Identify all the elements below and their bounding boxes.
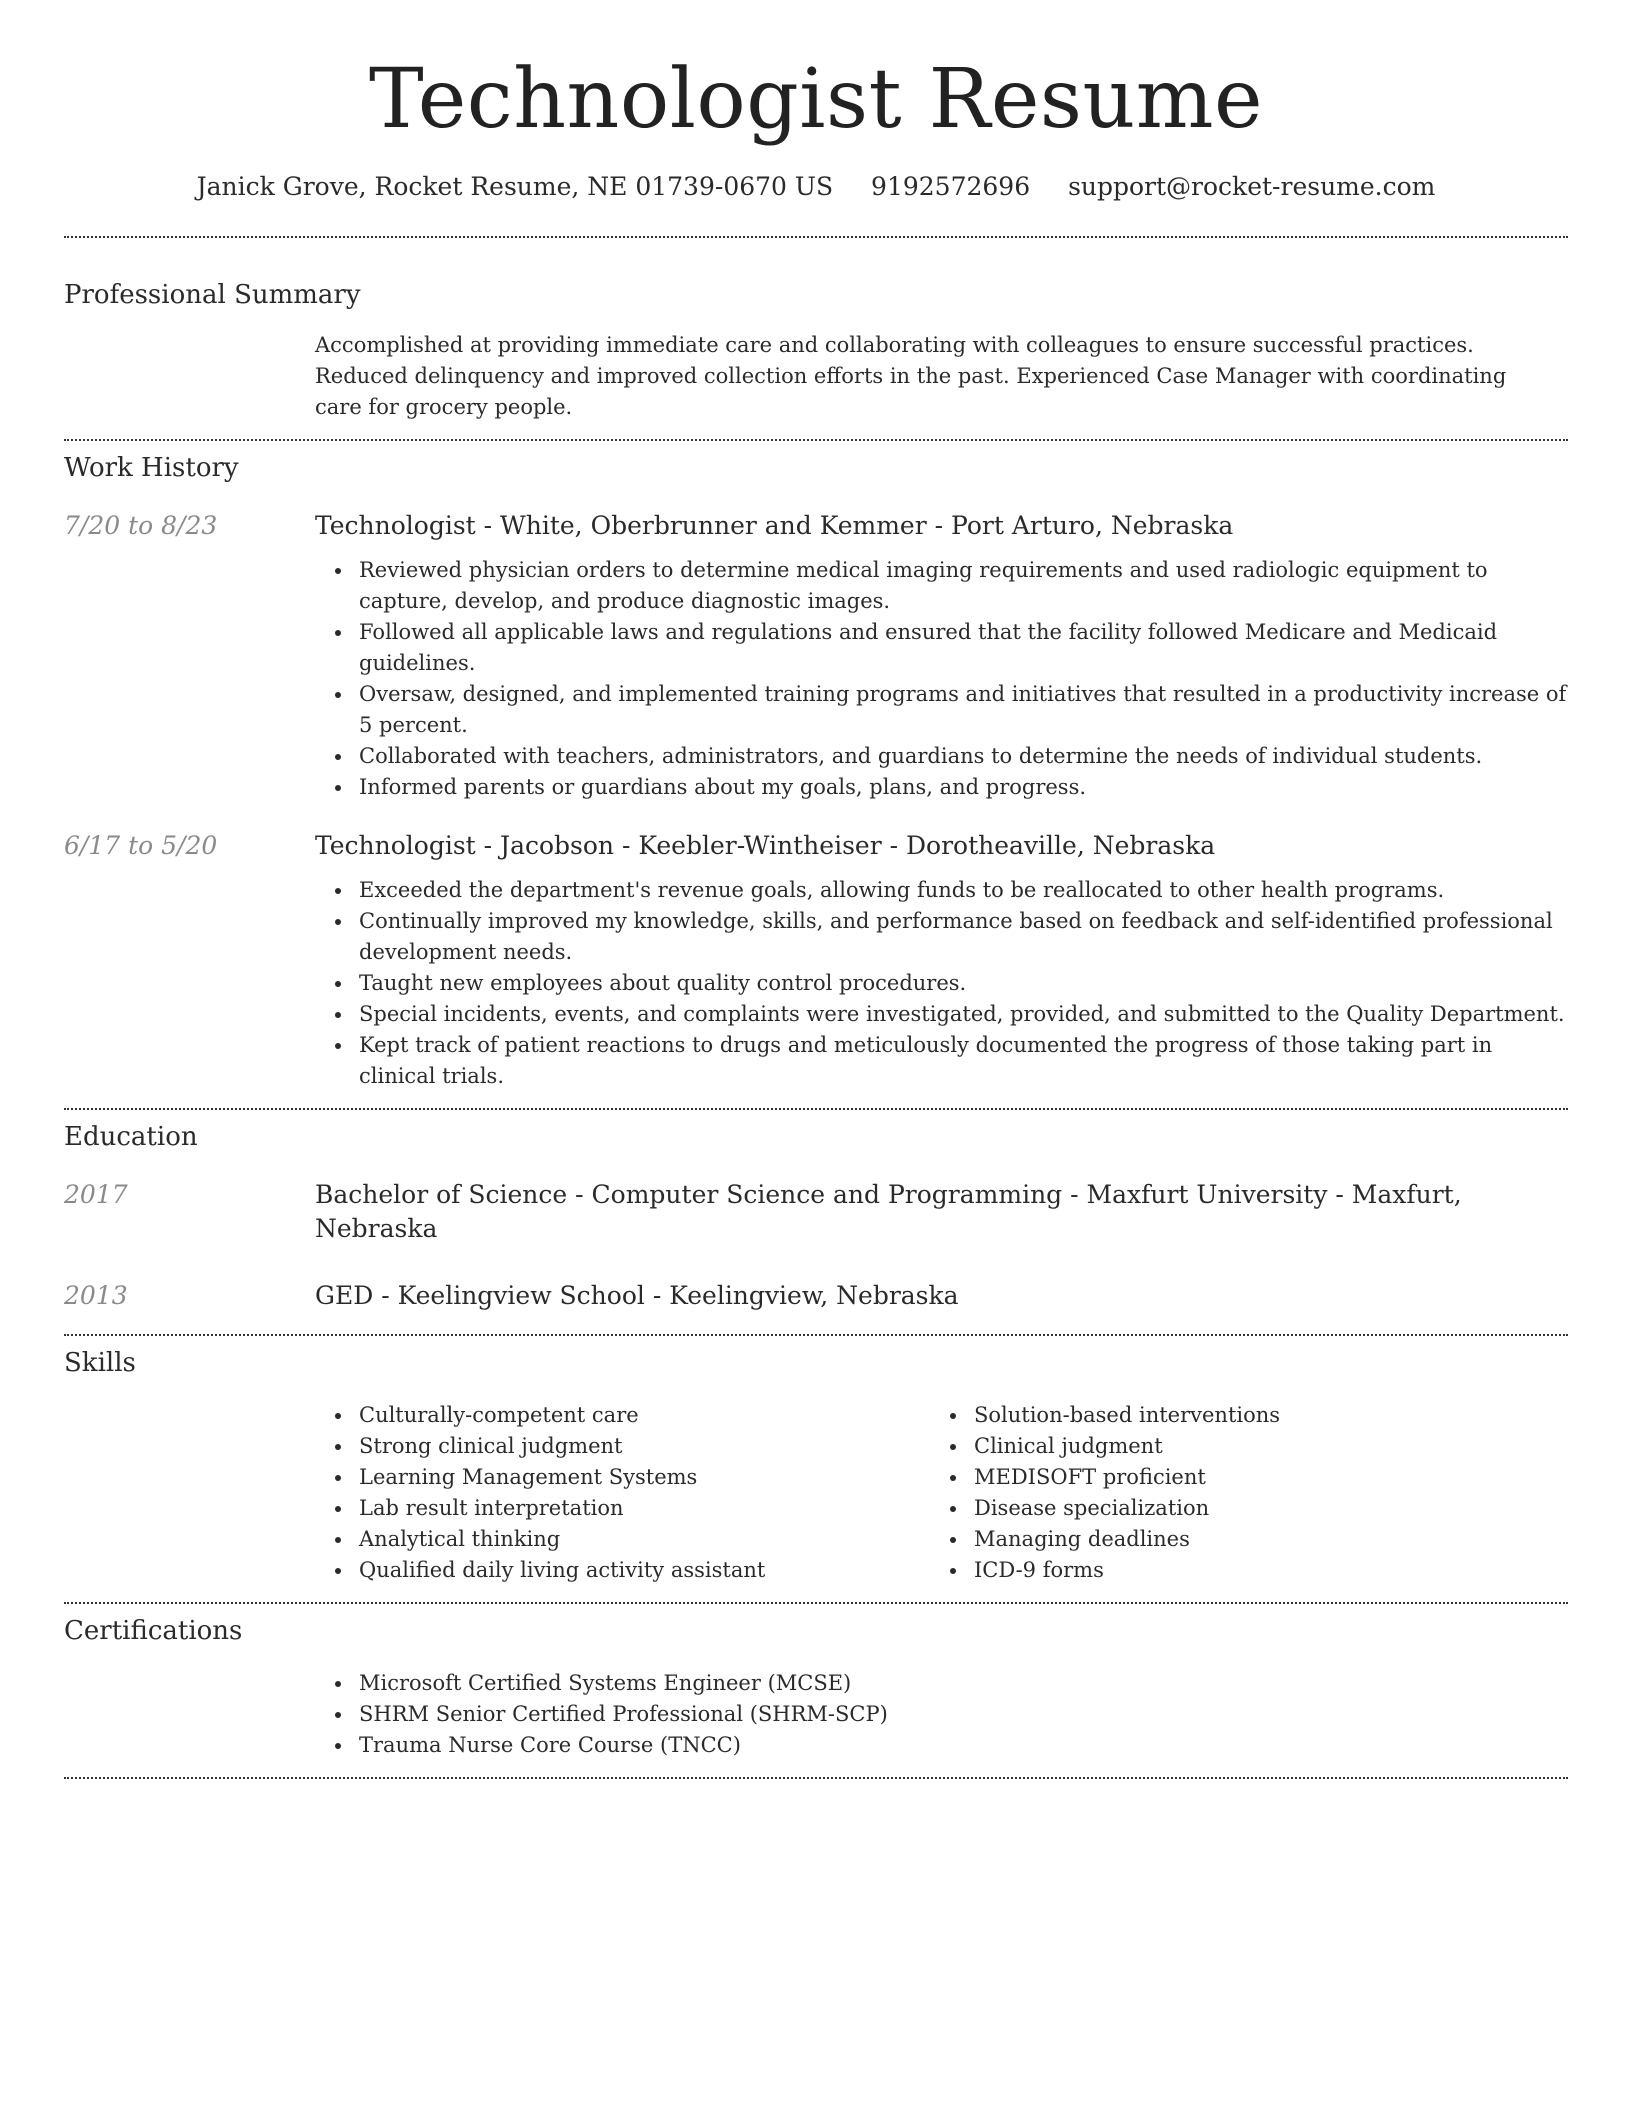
job-dates: 6/17 to 5/20 bbox=[64, 831, 218, 860]
section-title: Skills bbox=[64, 1348, 136, 1378]
resume-page bbox=[64, 0, 1568, 1779]
summary-section bbox=[64, 278, 1568, 423]
job-bullets bbox=[315, 875, 1568, 1092]
job-entry bbox=[64, 829, 1568, 1092]
certifications-section bbox=[64, 1614, 1568, 1761]
skills-columns bbox=[64, 1400, 1568, 1586]
page-title: Technologist Resume bbox=[368, 52, 1264, 147]
list-item: Clinical judgment bbox=[930, 1431, 1545, 1462]
contact-email: support@rocket-resume.com bbox=[1068, 172, 1436, 201]
section-title: Work History bbox=[64, 453, 239, 483]
summary-text: Accomplished at providing immediate care and collaborating with colleagues to ensure successful practices. Reduced delinquency and improved collection efforts in the past. Experienced Case Manager with coordinating care for grocery people. bbox=[315, 333, 1507, 419]
section-title: Certifications bbox=[64, 1616, 243, 1646]
job-bullets bbox=[315, 555, 1568, 803]
skills-list-right bbox=[930, 1400, 1545, 1586]
education-heading: Bachelor of Science - Computer Science and Programming - Maxfurt University - Maxfurt, Nebraska bbox=[315, 1180, 1462, 1243]
list-item: Taught new employees about quality control procedures. bbox=[315, 968, 1568, 999]
section-divider bbox=[64, 439, 1568, 441]
education-section bbox=[64, 1120, 1568, 1313]
section-title: Professional Summary bbox=[64, 280, 361, 310]
education-year: 2017 bbox=[64, 1180, 128, 1209]
list-item: SHRM Senior Certified Professional (SHRM-SCP) bbox=[315, 1699, 1568, 1730]
job-entry bbox=[64, 509, 1568, 803]
list-item: Solution-based interventions bbox=[930, 1400, 1545, 1431]
section-divider bbox=[64, 1334, 1568, 1336]
section-divider bbox=[64, 236, 1568, 238]
list-item: ICD-9 forms bbox=[930, 1555, 1545, 1586]
skills-section bbox=[64, 1346, 1568, 1586]
list-item: Qualified daily living activity assistant bbox=[315, 1555, 930, 1586]
contact-line bbox=[64, 170, 1568, 204]
list-item: Learning Management Systems bbox=[315, 1462, 930, 1493]
education-heading: GED - Keelingview School - Keelingview, Nebraska bbox=[315, 1281, 959, 1310]
section-divider bbox=[64, 1108, 1568, 1110]
list-item: Kept track of patient reactions to drugs and meticulously documented the progress of those taking part in clinical trials. bbox=[315, 1030, 1568, 1092]
list-item: Reviewed physician orders to determine medical imaging requirements and used radiologic equipment to capture, develop, and produce diagnostic images. bbox=[315, 555, 1568, 617]
contact-address: Janick Grove, Rocket Resume, NE 01739-0670 US bbox=[196, 172, 834, 201]
section-title: Education bbox=[64, 1122, 198, 1152]
job-heading: Technologist - White, Oberbrunner and Kemmer - Port Arturo, Nebraska bbox=[315, 511, 1234, 540]
section-divider bbox=[64, 1602, 1568, 1604]
list-item: Collaborated with teachers, administrators, and guardians to determine the needs of individual students. bbox=[315, 741, 1568, 772]
list-item: Trauma Nurse Core Course (TNCC) bbox=[315, 1730, 1568, 1761]
list-item: MEDISOFT proficient bbox=[930, 1462, 1545, 1493]
list-item: Lab result interpretation bbox=[315, 1493, 930, 1524]
list-item: Analytical thinking bbox=[315, 1524, 930, 1555]
list-item: Managing deadlines bbox=[930, 1524, 1545, 1555]
list-item: Strong clinical judgment bbox=[315, 1431, 930, 1462]
list-item: Special incidents, events, and complaints were investigated, provided, and submitted to the Quality Department. bbox=[315, 999, 1568, 1030]
list-item: Exceeded the department's revenue goals, allowing funds to be reallocated to other health programs. bbox=[315, 875, 1568, 906]
education-entry bbox=[64, 1279, 1568, 1313]
certifications-list bbox=[64, 1668, 1568, 1761]
section-divider bbox=[64, 1777, 1568, 1779]
education-year: 2013 bbox=[64, 1281, 128, 1310]
list-item: Informed parents or guardians about my goals, plans, and progress. bbox=[315, 772, 1568, 803]
list-item: Microsoft Certified Systems Engineer (MCSE) bbox=[315, 1668, 1568, 1699]
list-item: Disease specialization bbox=[930, 1493, 1545, 1524]
skills-list-left bbox=[315, 1400, 930, 1586]
list-item: Followed all applicable laws and regulations and ensured that the facility followed Medicare and Medicaid guidelines. bbox=[315, 617, 1568, 679]
work-history-section bbox=[64, 451, 1568, 1092]
education-entry bbox=[64, 1178, 1568, 1246]
job-heading: Technologist - Jacobson - Keebler-Wintheiser - Dorotheaville, Nebraska bbox=[315, 831, 1216, 860]
list-item: Oversaw, designed, and implemented training programs and initiatives that resulted in a productivity increase of 5 percent. bbox=[315, 679, 1568, 741]
list-item: Continually improved my knowledge, skills, and performance based on feedback and self-identified professional development needs. bbox=[315, 906, 1568, 968]
contact-phone: 9192572696 bbox=[871, 172, 1031, 201]
job-dates: 7/20 to 8/23 bbox=[64, 511, 218, 540]
list-item: Culturally-competent care bbox=[315, 1400, 930, 1431]
